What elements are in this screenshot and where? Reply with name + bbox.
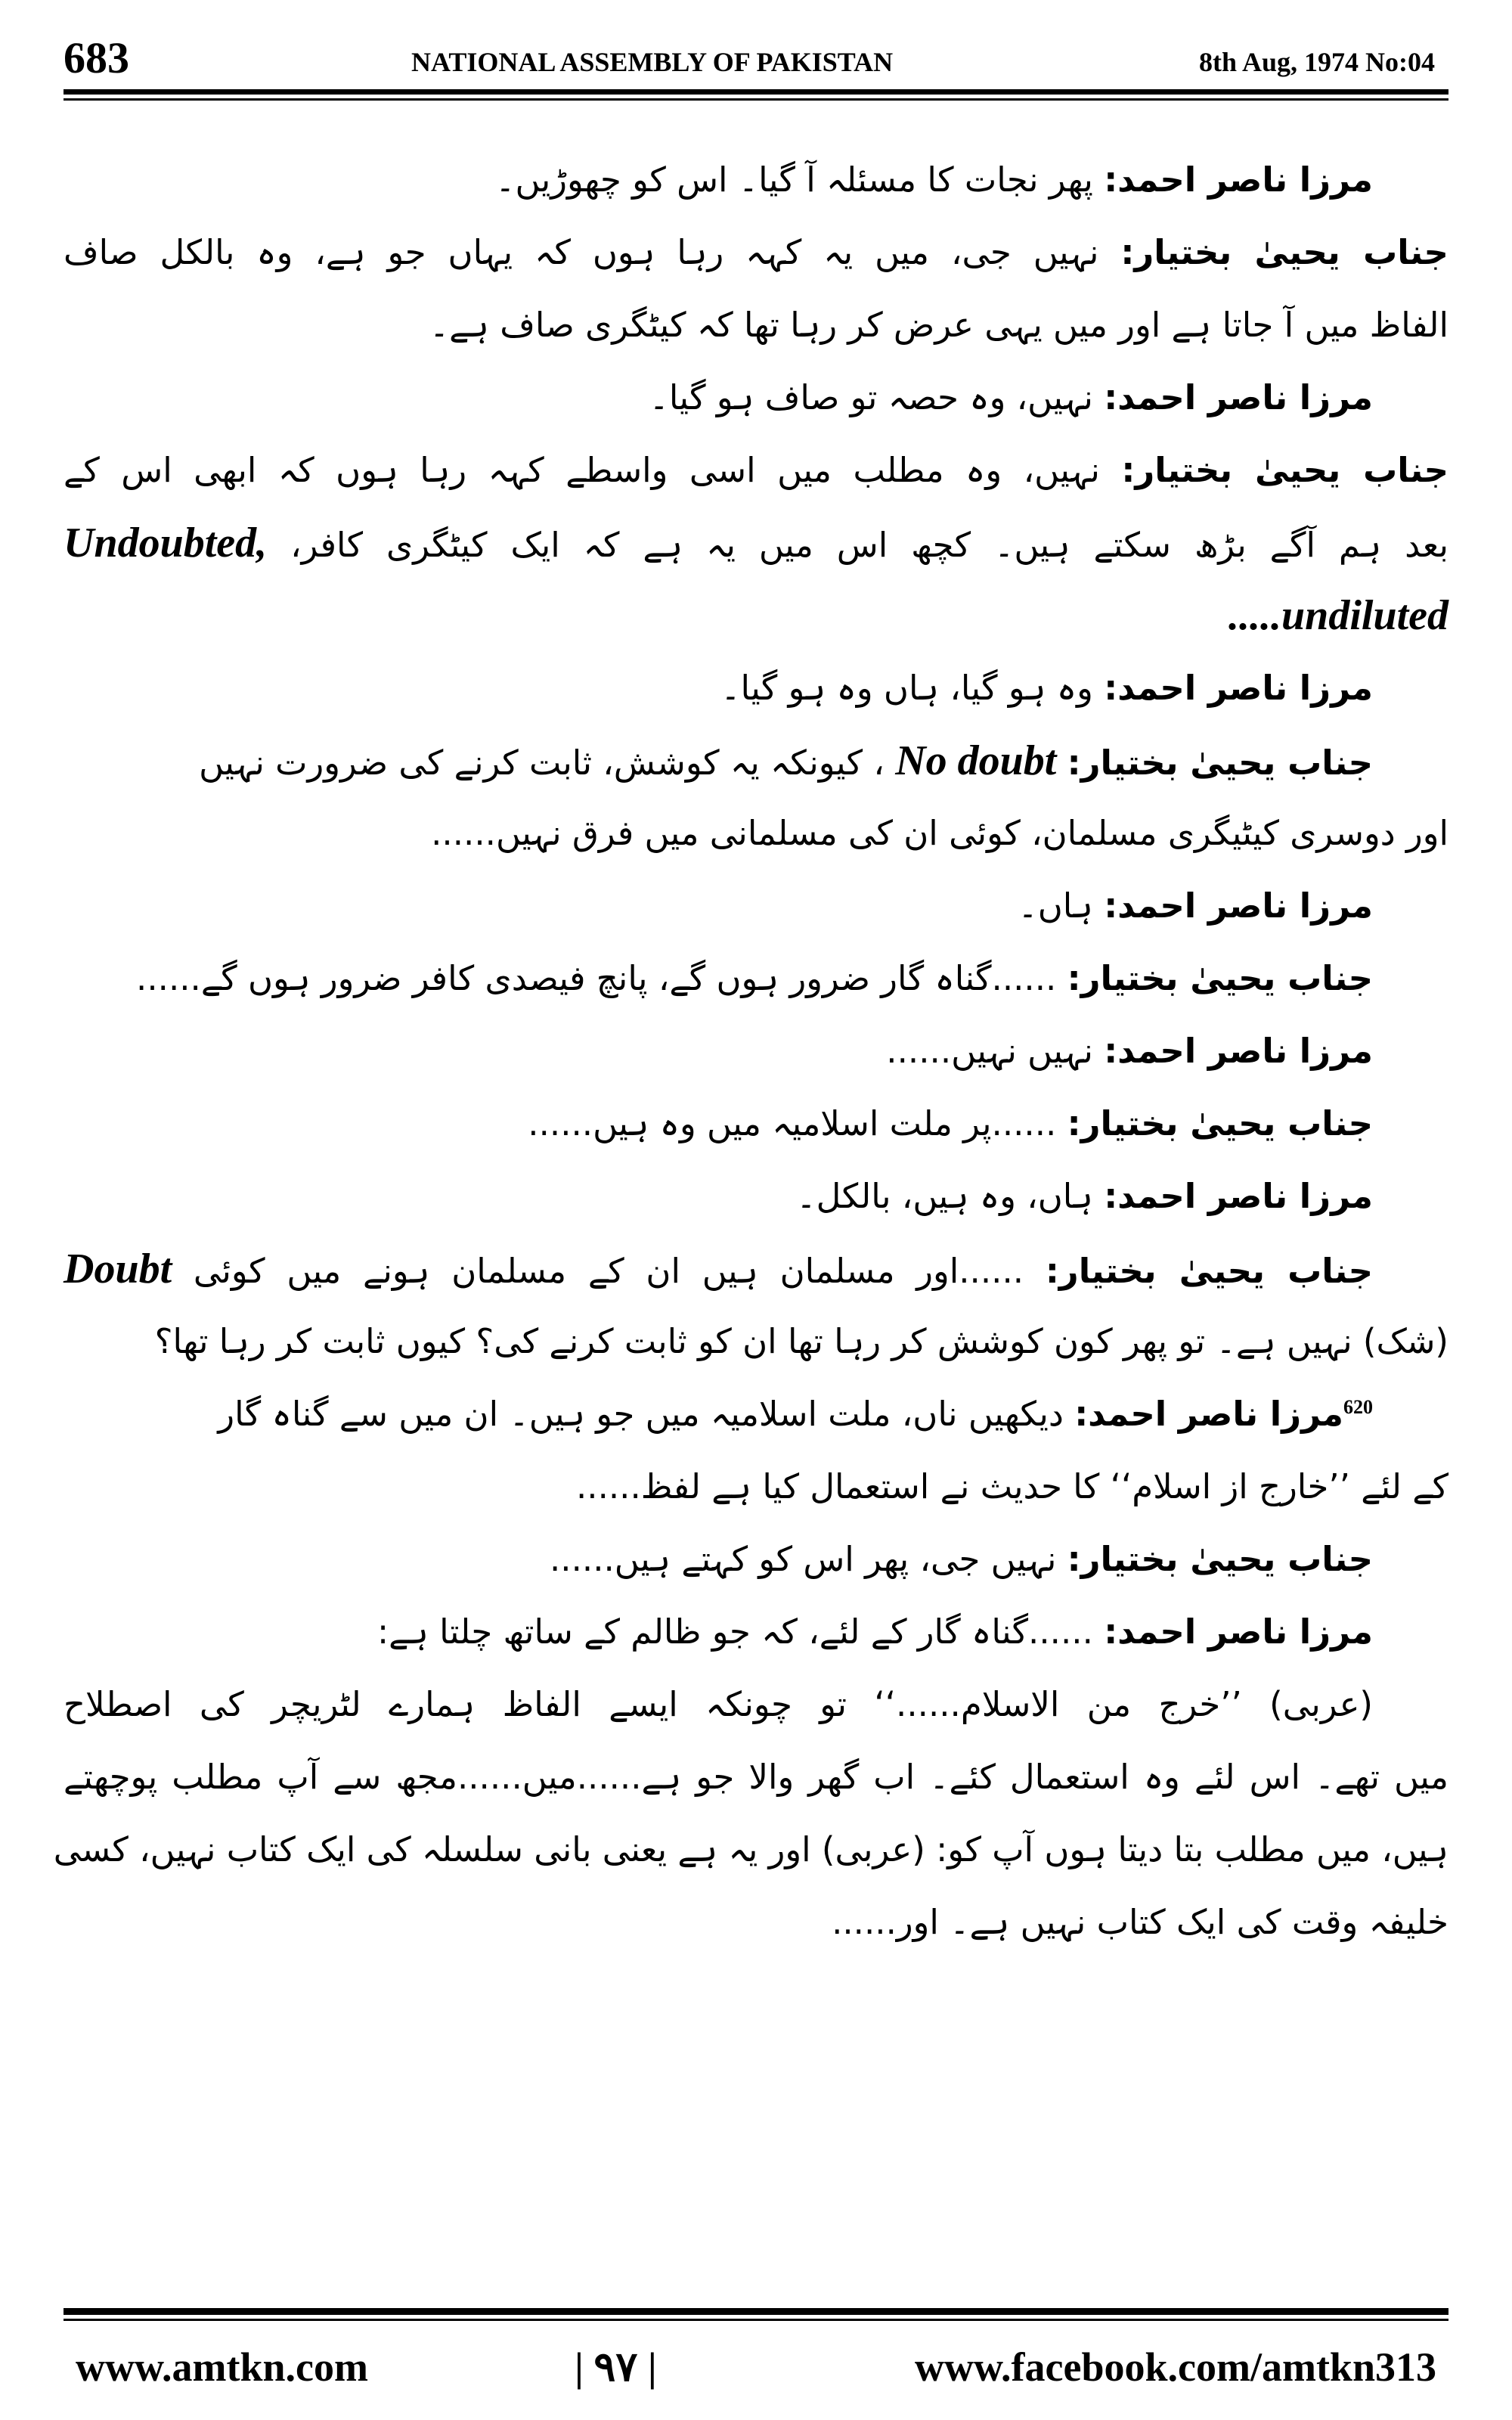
text-line <box>64 434 1448 507</box>
line-text: دیکھیں ناں، ملت اسلامیہ میں جو ہیں۔ ان میں سے گناہ گار <box>218 1394 1075 1434</box>
text-line <box>64 942 1448 1015</box>
english-term: undiluted <box>1281 592 1448 639</box>
page-number: 683 <box>64 33 129 82</box>
website-link[interactable]: www.amtkn.com <box>76 2344 368 2390</box>
text-line <box>64 797 1448 870</box>
text-line <box>64 1233 1448 1305</box>
text-line <box>64 1378 1448 1450</box>
header-rule-thin <box>64 98 1448 101</box>
line-text: ، کیونکہ یہ کوشش، ثابت کرنے کی ضرورت نہیں <box>199 743 885 783</box>
text-line <box>64 1450 1448 1523</box>
text-line <box>64 1015 1448 1087</box>
text-line <box>64 1741 1448 1813</box>
speaker-label: مرزا ناصر احمد: <box>1104 160 1373 200</box>
line-text: (عربی) ’’خرج من الاسلام......‘‘ تو چونکہ ایسے الفاظ ہمارے لٹریچر کی اصطلاح <box>64 1684 1373 1724</box>
text-line <box>64 1305 1448 1378</box>
english-term: No doubt <box>895 737 1057 784</box>
line-text: ......پر ملت اسلامیہ میں وہ ہیں...... <box>528 1103 1067 1143</box>
page-header <box>64 32 1448 85</box>
facebook-link[interactable]: www.facebook.com/amtkn313 <box>915 2344 1436 2390</box>
line-text: (شک) نہیں ہے۔ تو پھر کون کوشش کر رہا تھا ان کو ثابت کرنے کی؟ کیوں ثابت کر رہا تھا؟ <box>154 1321 1448 1361</box>
speaker-label: مرزا ناصر احمد: <box>1104 886 1373 926</box>
ellipsis: ..... <box>1228 592 1282 639</box>
english-term: Undoubted, <box>64 520 268 566</box>
page-footer <box>76 2337 1436 2397</box>
line-text: کے لئے ’’خارج از اسلام‘‘ کا حدیث نے استعمال کیا ہے لفظ...... <box>575 1466 1448 1506</box>
line-text: نہیں نہیں...... <box>886 1031 1105 1071</box>
line-text: ......گناہ گار ضرور ہوں گے، پانچ فیصدی کافر ضرور ہوں گے...... <box>136 958 1067 998</box>
line-text: ہاں، وہ ہیں، بالکل۔ <box>796 1176 1105 1216</box>
line-text: اور دوسری کیٹیگری مسلمان، کوئی ان کی مسلمانی میں فرق نہیں...... <box>431 813 1448 853</box>
english-term: Doubt <box>64 1246 172 1292</box>
speaker-label: جناب یحییٰ بختیار: <box>1045 1251 1374 1291</box>
speaker-label: مرزا ناصر احمد: <box>1104 377 1373 417</box>
header-title: NATIONAL ASSEMBLY OF PAKISTAN <box>411 47 894 77</box>
text-line <box>64 1668 1448 1741</box>
text-line <box>64 1087 1448 1160</box>
speaker-label: مرزا ناصر احمد: <box>1104 1612 1373 1652</box>
text-line <box>64 724 1448 797</box>
line-text: ہاں۔ <box>1018 886 1105 926</box>
line-text: ......گناہ گار کے لئے، کہ جو ظالم کے ساتھ چلتا ہے: <box>376 1612 1105 1652</box>
text-line <box>64 361 1448 434</box>
line-text: وہ ہو گیا، ہاں وہ ہو گیا۔ <box>720 668 1105 708</box>
speaker-label: جناب یحییٰ بختیار: <box>1067 1539 1373 1579</box>
footer-page-mark: | ۹۷ | <box>575 2344 657 2390</box>
footnote-marker: 620 <box>1343 1396 1373 1418</box>
text-line <box>64 507 1448 579</box>
text-line <box>64 652 1448 724</box>
speaker-label: مرزا ناصر احمد: <box>1074 1394 1343 1434</box>
line-text: خلیفہ وقت کی ایک کتاب نہیں ہے۔ اور...... <box>832 1902 1448 1942</box>
speaker-label: جناب یحییٰ بختیار: <box>1121 450 1448 490</box>
speaker-label: جناب یحییٰ بختیار: <box>1067 1103 1373 1143</box>
speaker-label: مرزا ناصر احمد: <box>1104 1031 1373 1071</box>
line-text: بعد ہم آگے بڑھ سکتے ہیں۔ کچھ اس میں یہ ہے کہ ایک کیٹگری کافر، <box>267 525 1448 565</box>
text-line <box>53 1813 1448 1886</box>
header-date: 8th Aug, 1974 No:04 <box>1198 47 1435 77</box>
text-line <box>64 1160 1448 1233</box>
speaker-label: مرزا ناصر احمد: <box>1104 1176 1373 1216</box>
line-text: پھر نجات کا مسئلہ آ گیا۔ اس کو چھوڑیں۔ <box>495 160 1105 200</box>
text-line <box>64 1523 1448 1596</box>
text-line <box>64 289 1448 361</box>
text-line <box>64 216 1448 289</box>
text-line <box>64 144 1448 216</box>
footer-rule-thin <box>64 2319 1448 2321</box>
header-rule-thick <box>64 89 1448 95</box>
line-text: نہیں، وہ مطلب میں اسی واسطے کہہ رہا ہوں کہ ابھی اس کے <box>64 450 1122 490</box>
line-text: نہیں، وہ حصہ تو صاف ہو گیا۔ <box>649 377 1105 417</box>
text-line <box>64 870 1448 942</box>
line-text: نہیں جی، میں یہ کہہ رہا ہوں کہ یہاں جو ہے، وہ بالکل صاف <box>64 232 1121 272</box>
speaker-label: مرزا ناصر احمد: <box>1104 668 1373 708</box>
footer-rule-thick <box>64 2308 1448 2315</box>
line-text: ......اور مسلمان ہیں ان کے مسلمان ہونے میں کوئی <box>172 1251 1046 1291</box>
text-line <box>64 1886 1448 1959</box>
speaker-label: جناب یحییٰ بختیار: <box>1067 958 1373 998</box>
line-text: میں تھے۔ اس لئے وہ استعمال کئے۔ اب گھر والا جو ہے......میں......مجھ سے آپ مطلب پوچھتے <box>64 1757 1448 1797</box>
line-text: نہیں جی، پھر اس کو کہتے ہیں...... <box>549 1539 1067 1579</box>
line-text: الفاظ میں آ جاتا ہے اور میں یہی عرض کر رہا تھا کہ کیٹگری صاف ہے۔ <box>429 305 1448 345</box>
text-line <box>64 579 1448 652</box>
speaker-label: جناب یحییٰ بختیار: <box>1120 232 1448 272</box>
transcript-body <box>53 144 1448 1959</box>
text-line <box>64 1596 1448 1668</box>
speaker-label: جناب یحییٰ بختیار: <box>1067 743 1373 783</box>
line-text: ہیں، میں مطلب بتا دیتا ہوں آپ کو: (عربی) اور یہ ہے یعنی بانی سلسلہ کی ایک کتاب نہیں، کسی <box>53 1829 1448 1869</box>
